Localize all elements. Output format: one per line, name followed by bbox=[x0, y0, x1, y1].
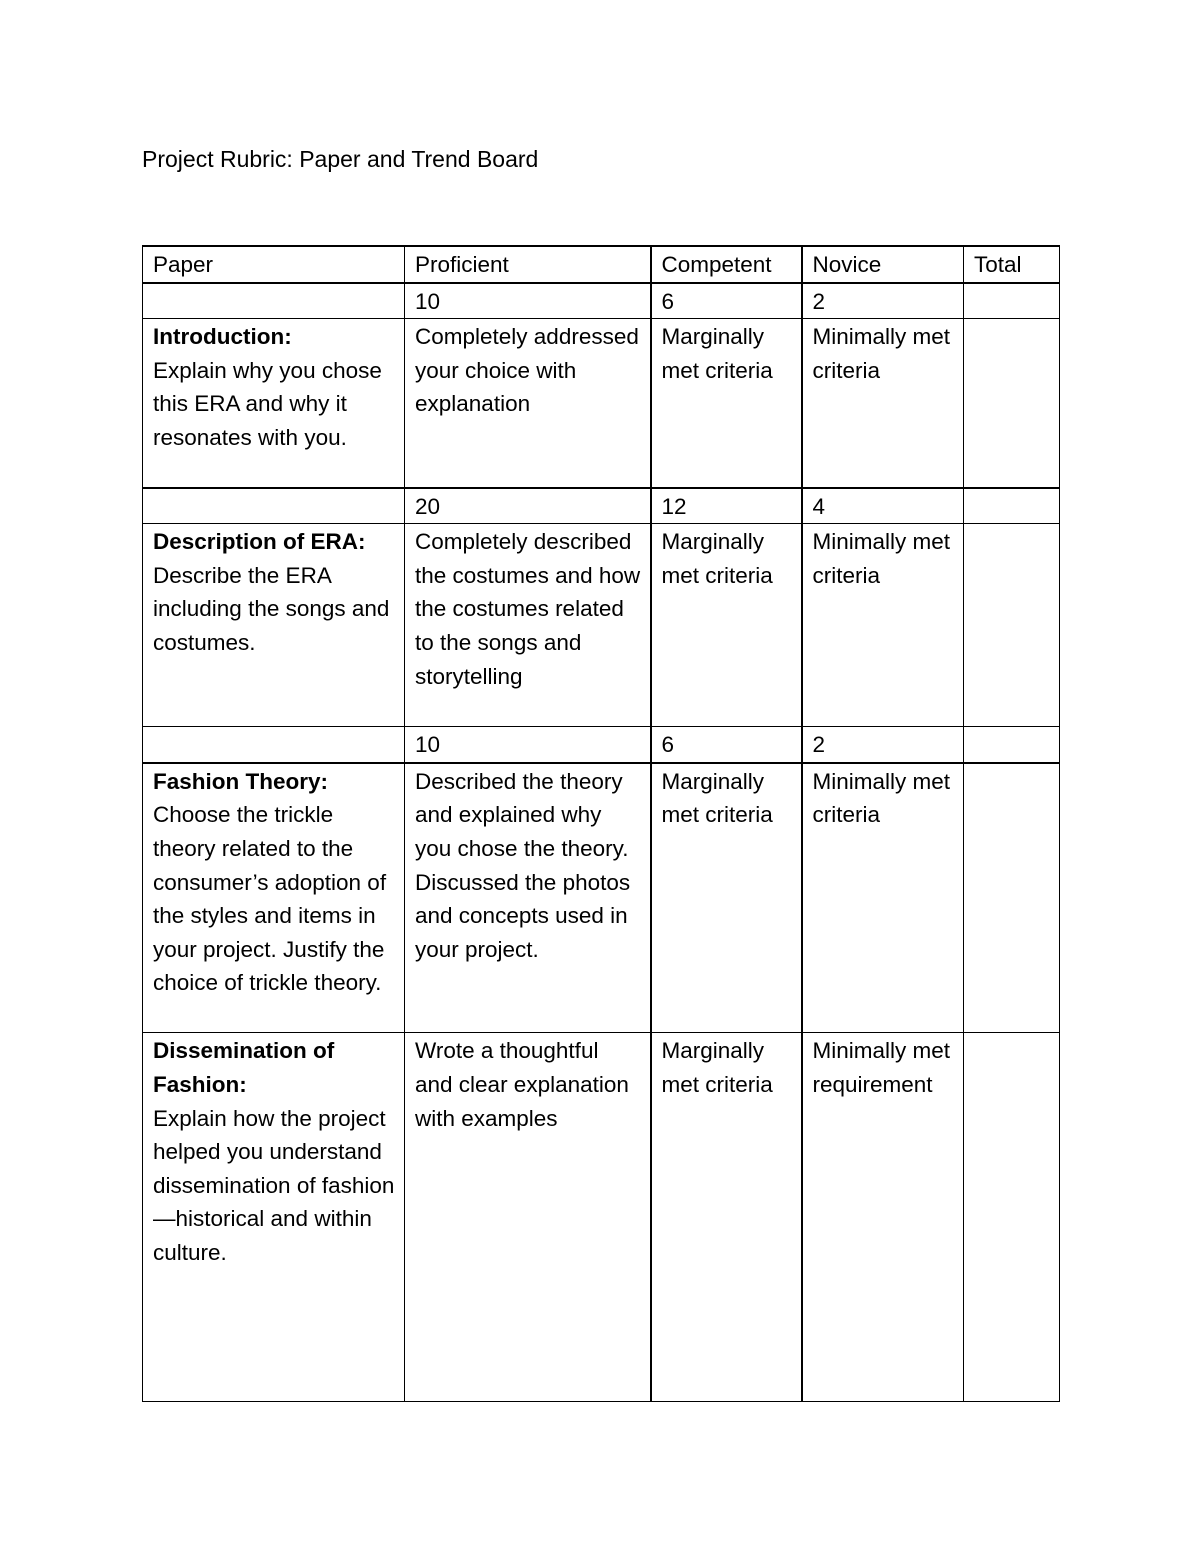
points-row-description bbox=[143, 488, 1060, 524]
novice-text: Minimally met requirement bbox=[812, 1038, 951, 1097]
proficient-text: Completely described the costumes and how the costumes related to the songs and storytelling bbox=[415, 529, 641, 689]
proficient-text: Completely addressed your choice with explanation bbox=[415, 324, 639, 417]
competent-text: Marginally met criteria bbox=[661, 1038, 773, 1097]
proficient-cell bbox=[405, 524, 651, 727]
header-paper: Paper bbox=[143, 246, 405, 283]
criterion-description: Choose the trickle theory related to the consumer’s adoption of the styles and items in your project. Justify the choice of trickle theory. bbox=[153, 802, 387, 996]
novice-text: Minimally met criteria bbox=[812, 324, 951, 383]
criterion-cell bbox=[143, 1033, 405, 1402]
criterion-description: Explain how the project helped you understand dissemination of fashion—historical and within culture. bbox=[153, 1105, 395, 1265]
points-competent: 6 bbox=[651, 283, 802, 319]
rubric-table bbox=[142, 245, 1060, 1402]
criterion-title: Introduction: bbox=[153, 324, 292, 350]
criterion-cell bbox=[143, 319, 405, 488]
points-competent: 12 bbox=[651, 488, 802, 524]
criterion-description: Explain why you chose this ERA and why it resonates with you. bbox=[153, 357, 382, 450]
points-total bbox=[964, 488, 1060, 524]
points-label-cell bbox=[143, 488, 405, 524]
competent-cell bbox=[651, 763, 802, 1033]
competent-text: Marginally met criteria bbox=[661, 768, 773, 828]
total-cell bbox=[964, 763, 1060, 1033]
criterion-row-dissemination bbox=[143, 1033, 1060, 1402]
total-cell bbox=[964, 524, 1060, 727]
points-proficient: 10 bbox=[405, 283, 651, 319]
proficient-cell bbox=[405, 763, 651, 1033]
points-total bbox=[964, 727, 1060, 763]
header-proficient: Proficient bbox=[405, 246, 651, 283]
points-row-fashion-theory bbox=[143, 727, 1060, 763]
points-total bbox=[964, 283, 1060, 319]
points-proficient: 10 bbox=[405, 727, 651, 763]
criterion-title: Description of ERA: bbox=[153, 529, 366, 555]
criterion-title: Dissemination of Fashion: bbox=[153, 1038, 335, 1097]
total-cell bbox=[964, 319, 1060, 488]
novice-cell bbox=[802, 319, 964, 488]
proficient-cell bbox=[405, 1033, 651, 1402]
competent-text: Marginally met criteria bbox=[661, 529, 773, 588]
competent-cell bbox=[651, 1033, 802, 1402]
total-cell bbox=[964, 1033, 1060, 1402]
criterion-cell bbox=[143, 763, 405, 1033]
header-total: Total bbox=[964, 246, 1060, 283]
novice-cell bbox=[802, 524, 964, 727]
points-proficient: 20 bbox=[405, 488, 651, 524]
competent-cell bbox=[651, 319, 802, 488]
proficient-cell bbox=[405, 319, 651, 488]
criterion-description: Describe the ERA including the songs and costumes. bbox=[153, 562, 390, 656]
criterion-row-fashion-theory bbox=[143, 763, 1060, 1033]
proficient-text: Described the theory and explained why you chose the theory. Discussed the photos and concepts used in your project. bbox=[415, 768, 631, 962]
novice-text: Minimally met criteria bbox=[812, 529, 951, 588]
points-label-cell bbox=[143, 283, 405, 319]
competent-text: Marginally met criteria bbox=[661, 324, 773, 383]
competent-cell bbox=[651, 524, 802, 727]
novice-cell bbox=[802, 1033, 964, 1402]
header-novice: Novice bbox=[802, 246, 964, 283]
criterion-cell bbox=[143, 524, 405, 727]
points-label-cell bbox=[143, 727, 405, 763]
criterion-row-description bbox=[143, 524, 1060, 727]
rubric-header-row bbox=[143, 246, 1060, 283]
criterion-title: Fashion Theory: bbox=[153, 768, 329, 794]
points-novice: 4 bbox=[802, 488, 964, 524]
header-competent: Competent bbox=[651, 246, 802, 283]
points-novice: 2 bbox=[802, 727, 964, 763]
novice-cell bbox=[802, 763, 964, 1033]
novice-text: Minimally met criteria bbox=[812, 768, 951, 828]
points-novice: 2 bbox=[802, 283, 964, 319]
document-title: Project Rubric: Paper and Trend Board bbox=[142, 146, 539, 172]
criterion-row-introduction bbox=[143, 319, 1060, 488]
points-row-introduction bbox=[143, 283, 1060, 319]
points-competent: 6 bbox=[651, 727, 802, 763]
proficient-text: Wrote a thoughtful and clear explanation with examples bbox=[415, 1038, 629, 1131]
